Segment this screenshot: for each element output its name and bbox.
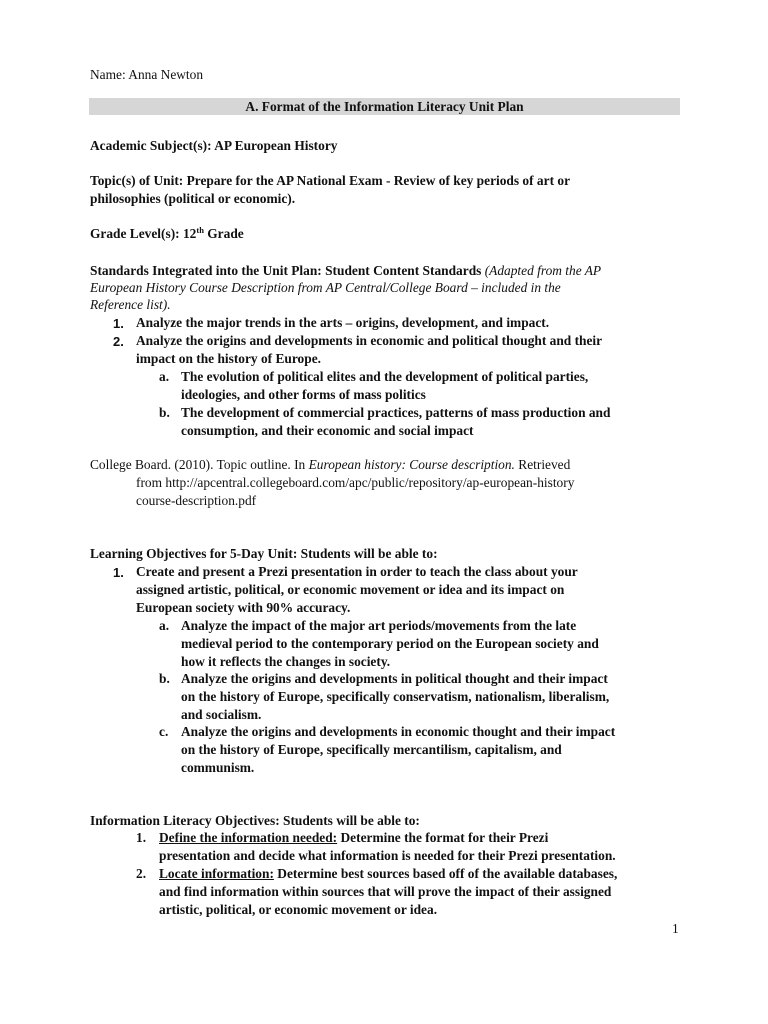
standards-heading: Standards Integrated into the Unit Plan: Student Content Standards: [90, 263, 482, 278]
grade-level: [90, 225, 244, 243]
standards-note-3: Reference list).: [90, 297, 171, 312]
info-literacy-item-1-rest: Determine the format for their Prezi: [337, 830, 549, 845]
grade-prefix: Grade Level(s): 12: [90, 226, 197, 241]
learning-sub-a-line-1: Analyze the impact of the major art periods/movements from the late: [181, 618, 577, 633]
info-literacy-item-2-line-2: and find information within sources that will prove the impact of their assigned: [159, 884, 612, 899]
standard-sub-b-label: b.: [159, 405, 170, 420]
learning-sub-a-label: a.: [159, 618, 170, 633]
info-literacy-item-1-line-2: presentation and decide what information is needed for their Prezi presentation.: [159, 848, 616, 863]
standard-item-2-line-1: Analyze the origins and developments in economic and political thought and their: [136, 333, 603, 348]
learning-sub-c-line-3: communism.: [181, 760, 255, 775]
standard-item-1: Analyze the major trends in the arts – origins, development, and impact.: [136, 315, 550, 330]
info-literacy-heading: Information Literacy Objectives: Students will be able to:: [90, 813, 420, 828]
grade-suffix: Grade: [203, 226, 244, 241]
standard-number-2: 2.: [113, 334, 124, 349]
standard-sub-b-line-2: consumption, and their economic and social impact: [181, 423, 474, 438]
standard-number-1: 1.: [113, 316, 124, 331]
grade-superscript: th: [196, 225, 204, 235]
standard-sub-a-line-2: ideologies, and other forms of mass politics: [181, 387, 426, 402]
section-title-bar: [89, 98, 680, 115]
topic-line-1: Topic(s) of Unit: Prepare for the AP National Exam - Review of key periods of art or: [90, 173, 571, 188]
info-literacy-number-1: 1.: [136, 830, 147, 845]
topic-line-2: philosophies (political or economic).: [90, 191, 296, 206]
learning-sub-c-line-2: on the history of Europe, specifically mercantilism, capitalism, and: [181, 742, 562, 757]
info-literacy-item-1-term: Define the information needed:: [159, 830, 338, 845]
learning-sub-c-label: c.: [159, 724, 169, 739]
info-literacy-item-2-line-1: [159, 865, 617, 883]
student-name: Name: Anna Newton: [90, 67, 204, 82]
learning-sub-b-line-2: on the history of Europe, specifically conservatism, nationalism, liberalism,: [181, 689, 610, 704]
learning-sub-a-line-2: medieval period to the contemporary period on the European society and: [181, 636, 599, 651]
learning-item-1-line-2: assigned artistic, political, or economic movement or idea and its impact on: [136, 582, 565, 597]
learning-number-1: 1.: [113, 565, 124, 580]
learning-item-1-line-1: Create and present a Prezi presentation in order to teach the class about your: [136, 564, 578, 579]
standards-note-1: (Adapted from the AP: [481, 263, 602, 278]
learning-item-1-line-3: European society with 90% accuracy.: [136, 600, 351, 615]
academic-subject: Academic Subject(s): AP European History: [90, 138, 338, 153]
info-literacy-item-2-rest: Determine best sources based off of the available databases,: [273, 866, 618, 881]
standards-note-2: European History Course Description from AP Central/College Board – included in the: [90, 280, 561, 295]
reference-line-2: from http://apcentral.collegeboard.com/apc/public/repository/ap-european-history: [136, 475, 575, 490]
learning-sub-c-line-1: Analyze the origins and developments in economic thought and their impact: [181, 724, 616, 739]
standards-heading-line: [90, 262, 601, 280]
reference-post: Retrieved: [514, 457, 571, 472]
page-number: 1: [672, 921, 679, 936]
learning-sub-a-line-3: how it reflects the changes in society.: [181, 654, 391, 669]
info-literacy-number-2: 2.: [136, 866, 147, 881]
standard-sub-a-line-1: The evolution of political elites and the development of political parties,: [181, 369, 589, 384]
standard-item-2-line-2: impact on the history of Europe.: [136, 351, 321, 366]
learning-sub-b-line-1: Analyze the origins and developments in political thought and their impact: [181, 671, 608, 686]
learning-sub-b-label: b.: [159, 671, 170, 686]
reference-title: European history: Course description.: [308, 457, 515, 472]
info-literacy-item-1-line-1: [159, 829, 548, 847]
reference-pre: College Board. (2010). Topic outline. In: [90, 457, 309, 472]
reference-line-3: course-description.pdf: [136, 493, 257, 508]
info-literacy-item-2-term: Locate information:: [159, 866, 274, 881]
standard-sub-b-line-1: The development of commercial practices, patterns of mass production and: [181, 405, 611, 420]
reference-line-1: [90, 456, 570, 474]
learning-objectives-heading: Learning Objectives for 5-Day Unit: Students will be able to:: [90, 546, 438, 561]
info-literacy-item-2-line-3: artistic, political, or economic movement or idea.: [159, 902, 438, 917]
standard-sub-a-label: a.: [159, 369, 170, 384]
section-title: A. Format of the Information Literacy Unit Plan: [245, 99, 524, 114]
learning-sub-b-line-3: and socialism.: [181, 707, 262, 722]
